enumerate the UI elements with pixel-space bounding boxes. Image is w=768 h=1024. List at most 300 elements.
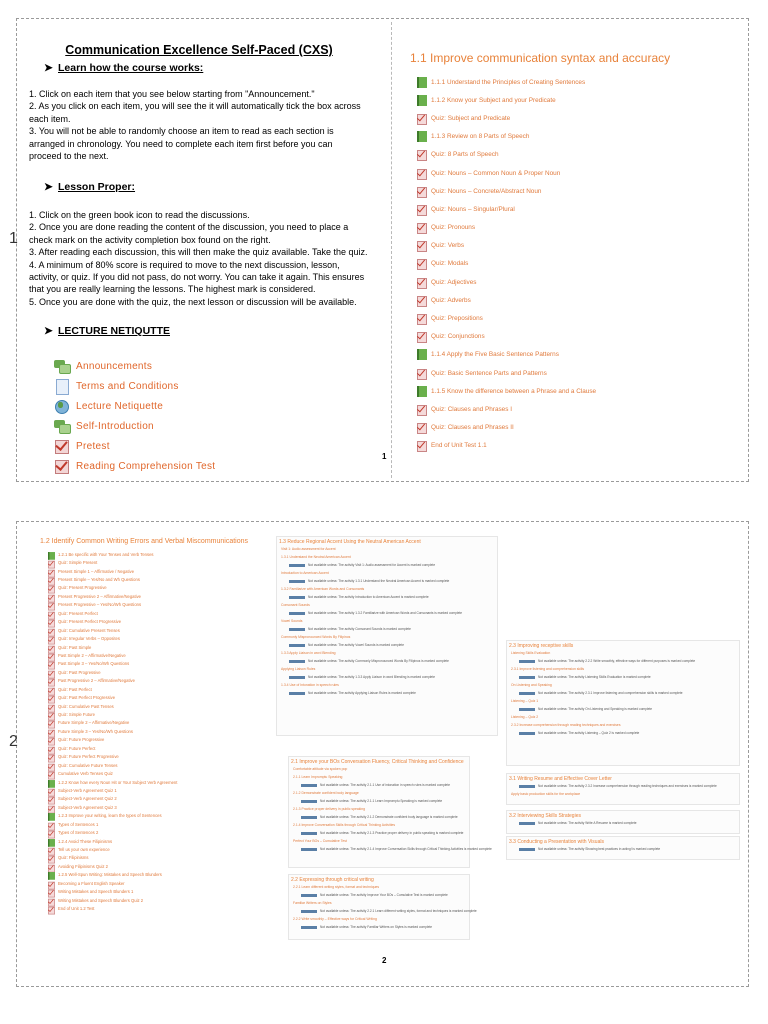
topic-item[interactable]: [48, 710, 177, 718]
topic-label: Quiz: Nouns – Singular/Plural: [431, 205, 515, 213]
quiz-icon: [48, 628, 52, 633]
quiz-icon: [417, 222, 426, 233]
topic-label: 1.2.3 Improve your writing, learn the types of Sentences: [58, 813, 162, 819]
topic-item[interactable]: [417, 182, 596, 200]
quiz-icon: [48, 670, 52, 675]
quiz-icon: [48, 653, 52, 658]
forum-icon: [48, 881, 52, 886]
panel-row: [281, 649, 497, 657]
page-icon: [54, 379, 70, 393]
topic-item[interactable]: [48, 786, 177, 794]
topic-label: End of Unit Test 1.1: [431, 442, 487, 450]
quiz-icon: [48, 678, 52, 683]
topic-label: Quiz: Clauses and Phrases II: [431, 424, 514, 432]
quiz-icon: [48, 729, 52, 734]
topic-item[interactable]: [417, 437, 596, 455]
topic-item[interactable]: [48, 896, 177, 904]
topic-item[interactable]: [417, 200, 596, 218]
panel-title: 2.2 Expressing through critical writing: [291, 877, 374, 883]
panel-row: [281, 657, 497, 665]
quiz-icon: [48, 796, 52, 801]
topic-item[interactable]: [417, 382, 596, 400]
quiz-icon: [54, 459, 70, 473]
instruction-line: 1. Click on the green book icon to read the discussions.: [29, 210, 250, 220]
restriction-badge: [301, 816, 317, 819]
topic-item[interactable]: [48, 643, 177, 651]
topic-label: 1.1.4 Apply the Five Basic Sentence Patterns: [431, 351, 559, 359]
panel-row: [281, 569, 497, 577]
book-icon: [48, 839, 52, 844]
nav-item[interactable]: [54, 376, 215, 396]
panel-title: 2.3 Improving receptive skills: [509, 643, 574, 649]
unit-topic-list: [417, 73, 596, 455]
topic-item[interactable]: [48, 753, 177, 761]
nav-item-label: Announcements: [76, 360, 153, 372]
activity-link[interactable]: Listening – Quiz 2: [511, 715, 539, 719]
activity-link[interactable]: Comfortable attitude via spoken pop: [293, 767, 348, 771]
topic-label: Quiz: Past Progressive: [58, 669, 101, 675]
instruction-line: proceed to the next.: [29, 151, 109, 162]
restriction-text: Not available unless: The activity Familiar Writers on Styles is marked complete: [320, 925, 433, 929]
topic-item[interactable]: [48, 609, 177, 617]
topic-label: Becoming a Fluent English Speaker: [58, 880, 125, 886]
restriction-badge: [519, 732, 535, 735]
topic-item[interactable]: [48, 837, 177, 845]
restriction-badge: [289, 660, 305, 663]
topic-item[interactable]: [48, 727, 177, 735]
topic-item[interactable]: [48, 854, 177, 862]
topic-item[interactable]: [48, 845, 177, 853]
restriction-text: Not available unless: The activity 1.3.2 Familiarize with American Words and Consonants is marked complete: [308, 611, 463, 615]
nav-item-label: Lecture Netiquette: [76, 400, 164, 412]
quiz-icon: [48, 661, 52, 666]
topic-label: 1.1.1 Understand the Principles of Creating Sentences: [431, 78, 586, 86]
topic-item[interactable]: [48, 795, 177, 803]
topic-item[interactable]: [417, 73, 596, 91]
topic-item[interactable]: [48, 558, 177, 566]
topic-label: Quiz: Past Perfect Progressive: [58, 695, 116, 701]
topic-item[interactable]: [417, 109, 596, 127]
topic-item[interactable]: [48, 736, 177, 744]
topic-item[interactable]: [48, 702, 177, 710]
panel-row: [293, 837, 469, 845]
topic-label: Quiz: Simple Present: [58, 560, 98, 566]
restriction-text: Not available unless: The activity Consonant Sounds is marked complete: [308, 627, 411, 631]
panel-row: [281, 545, 497, 553]
panel-row: [281, 633, 497, 641]
quiz-icon: [48, 771, 52, 776]
topic-label: 1.2.4 Avoid These Filipinisms: [58, 838, 113, 844]
topic-item[interactable]: [48, 761, 177, 769]
panel-row: [293, 845, 492, 853]
activity-link[interactable]: 1.3.1 Understand the Neutral American Accent: [281, 555, 351, 559]
unit-3-2-panel: [506, 810, 740, 834]
restriction-text: Not available unless: The activity Listening Skills Evaluation is marked complete: [538, 675, 651, 679]
activity-link[interactable]: Vowel Sounds: [281, 619, 303, 623]
quiz-icon: [48, 594, 52, 599]
unit-2-3-panel: [506, 640, 740, 766]
panel-row: [511, 657, 739, 665]
activity-link[interactable]: 1.3.4 Use of Intonation in speech rules: [281, 683, 339, 687]
restriction-badge: [519, 708, 535, 711]
panel-row: [511, 705, 739, 713]
topic-label: Quiz: Present Perfect Progressive: [58, 619, 122, 625]
restriction-text: Not available unless: The activity 2.1.1 Use of intonation in speech rules is marked complete: [320, 783, 450, 787]
panel-row: [293, 789, 469, 797]
activity-link[interactable]: 2.3.2 Increase comprehension through reading techniques and exercises: [511, 723, 621, 727]
panel-row: [293, 829, 469, 837]
topic-label: 1.1.3 Review on 8 Parts of Speech: [431, 133, 530, 141]
restriction-text: Not available unless: The activity 2.1.1 Learn Impromptu Speaking is marked complete: [320, 799, 443, 803]
quiz-icon: [48, 898, 52, 903]
quiz-icon: [417, 440, 426, 451]
topic-label: Quiz: Nouns – Concrete/Abstract Noun: [431, 187, 542, 195]
topic-label: Writing Mistakes and Speech Blunders 1: [58, 889, 134, 895]
topic-label: Types of Sentences 2: [58, 830, 99, 836]
panel-row: [281, 673, 497, 681]
activity-link[interactable]: Consonant Sounds: [281, 603, 310, 607]
panel-row: [293, 915, 469, 923]
instruction-line: 5. Once you are done with the quiz, the next lesson or discussion will be available.: [29, 296, 357, 307]
panel-row: [293, 883, 469, 891]
restriction-badge: [289, 564, 305, 567]
topic-item[interactable]: [417, 419, 596, 437]
restriction-text: Not available unless: The activity Showing best practices in acting! is marked complete: [538, 847, 661, 851]
topic-item[interactable]: [48, 820, 177, 828]
quiz-icon: [48, 611, 52, 616]
topic-label: Quiz: Past Perfect: [58, 686, 92, 692]
restriction-badge: [301, 848, 317, 851]
topic-label: Quiz: Cumulative Past Tenses: [58, 703, 114, 709]
restriction-text: Not available unless: The activity Visit 1: Audio assessment for Accent is marked complete: [308, 563, 436, 567]
panel-row: [281, 617, 497, 625]
activity-link[interactable]: On Listening and Speaking: [511, 683, 552, 687]
topic-item[interactable]: [48, 592, 177, 600]
activity-link[interactable]: 2.3.1 Improve listening and comprehension skills: [511, 667, 585, 671]
topic-item[interactable]: [48, 677, 177, 685]
topic-label: 1.2.2 Know how every Noun Hit or Your Subject Verb Agreement: [58, 779, 178, 785]
topic-label: Quiz: Basic Sentence Parts and Patterns: [431, 369, 547, 377]
topic-label: End of Unit 1.2 Test: [58, 906, 95, 912]
topic-label: Past Simple 3 – Yes/No/Wh Questions: [58, 661, 130, 667]
nav-item[interactable]: [54, 396, 215, 416]
topic-item[interactable]: [48, 685, 177, 693]
activity-link[interactable]: 2.1.4 Improve Conversation Skills through Critical Thinking Activities: [293, 823, 396, 827]
quiz-icon: [48, 754, 52, 759]
topic-item[interactable]: [417, 164, 596, 182]
restriction-text: Not available unless: The activity On Listening and Speaking is marked complete: [538, 707, 653, 711]
panel-row: [293, 923, 469, 931]
topic-item[interactable]: [48, 618, 177, 626]
quiz-icon: [48, 636, 52, 641]
topic-item[interactable]: [48, 828, 177, 836]
book-icon: [417, 349, 426, 360]
restriction-badge: [301, 894, 317, 897]
panel-row: [281, 609, 497, 617]
nav-item[interactable]: [54, 456, 215, 476]
instruction-line: each item.: [29, 113, 71, 124]
restriction-text: Not available unless: The activity 2.3.2 Increase comprehension through reading techniques and exercises is marked complete: [538, 784, 717, 788]
quiz-icon: [417, 422, 426, 433]
nav-item-label: Self-Introduction: [76, 420, 154, 432]
topic-item[interactable]: [417, 146, 596, 164]
topic-item[interactable]: [48, 904, 177, 912]
quiz-icon: [48, 712, 52, 717]
topic-label: Subject-Verb Agreement Quiz 1: [58, 787, 117, 793]
topic-item[interactable]: [48, 871, 177, 879]
instruction-line: 4. A minimum of 80% score is required to move to the next discussion, lesson,: [29, 259, 340, 270]
topic-item[interactable]: [48, 626, 177, 634]
topic-label: Past Progressive 2 – Affirmative/Negative: [58, 678, 135, 684]
activity-link[interactable]: Commonly Mispronounced Words By Filipinos: [281, 635, 351, 639]
panel-row: [293, 773, 469, 781]
instruction-line: arranged in chronology. You need to complete each item first before you can: [29, 138, 333, 149]
topic-item[interactable]: [417, 237, 596, 255]
topic-label: Subject-Verb Agreement Quiz 2: [58, 796, 117, 802]
panel-row: [281, 681, 497, 689]
topic-label: Quiz: Subject and Predicate: [431, 114, 511, 122]
activity-link[interactable]: 2.1.3 Practice proper delivery in public speaking: [293, 807, 365, 811]
arrow-bullet-icon: ➤: [44, 181, 53, 193]
topic-label: Subject-Verb Agreement Quiz 3: [58, 804, 117, 810]
unit-1-2-title: 1.2 Identify Common Writing Errors and Verbal Miscommunications: [40, 538, 249, 545]
topic-item[interactable]: [48, 744, 177, 752]
topic-item[interactable]: [417, 346, 596, 364]
topic-label: Future Simple 2 – Affirmative/Negative: [58, 720, 130, 726]
topic-item[interactable]: [48, 803, 177, 811]
quiz-icon: [48, 822, 52, 827]
topic-label: 1.1.5 Know the difference between a Phrase and a Clause: [431, 387, 597, 395]
topic-item[interactable]: [417, 291, 596, 309]
topic-label: Quiz: Future Progressive: [58, 737, 105, 743]
restriction-text: Not available unless: The activity 2.1.4 Improve Conversation Skills through Critical Thinking Activities is marked complete: [320, 847, 492, 851]
section-heading-course: ➤ Learn how the course works:: [44, 62, 204, 74]
restriction-text: Not available unless: The activity 1.3.3 Apply Liaison in word Blending is marked complete: [308, 675, 435, 679]
page-number: 2: [382, 956, 387, 965]
quiz-icon: [48, 704, 52, 709]
topic-label: Quiz: Verbs: [431, 242, 465, 250]
topic-item[interactable]: [48, 693, 177, 701]
restriction-text: Not available unless: The activity Improve Your BOs – Cumulative Test is marked complete: [320, 893, 448, 897]
topic-item[interactable]: [48, 888, 177, 896]
activity-link[interactable]: 1.3.3 Apply Liaison in word Blending: [281, 651, 336, 655]
panel-row: [511, 845, 739, 853]
topic-label: Present Simple – Yes/No and Wh Questions: [58, 577, 140, 583]
quiz-icon: [48, 788, 52, 793]
quiz-icon: [48, 695, 52, 700]
panel-row: [511, 782, 739, 790]
forum-icon: [48, 847, 52, 852]
arrow-bullet-icon: ➤: [44, 62, 53, 74]
activity-link[interactable]: Listening Skills Evaluation: [511, 651, 551, 655]
quiz-icon: [48, 864, 52, 869]
page-1-side-number: 1: [9, 230, 18, 247]
topic-item[interactable]: [48, 769, 177, 777]
instruction-line: 2. Once you are done reading the content of the discussion, you need to place a: [29, 222, 349, 233]
quiz-icon: [417, 186, 426, 197]
forum-icon: [54, 419, 70, 433]
topic-label: Quiz: Cumulative Present Tenses: [58, 627, 120, 633]
topic-label: Quiz: Conjunctions: [431, 333, 485, 341]
book-icon: [417, 77, 426, 88]
topic-item[interactable]: [417, 128, 596, 146]
document-title: Communication Excellence Self-Paced (CXS): [65, 43, 333, 57]
topic-item[interactable]: [417, 219, 596, 237]
activity-link[interactable]: Visit 1: Audio assessment for Accent: [281, 547, 336, 551]
nav-item[interactable]: [54, 436, 215, 456]
panel-row: [293, 797, 469, 805]
topic-item[interactable]: [48, 651, 177, 659]
book-icon: [48, 872, 52, 877]
panel-row: [511, 689, 739, 697]
topic-item[interactable]: [48, 634, 177, 642]
topic-label: Quiz: Irregular Verbs – Opposites: [58, 636, 120, 642]
topic-item[interactable]: [417, 309, 596, 327]
panel-title: 2.1 Improve your BOs Conversation Fluency, Critical Thinking and Confidence: [291, 759, 464, 765]
activity-link[interactable]: 1.3.2 Familiarize with American Words and Consonants: [281, 587, 365, 591]
topic-item[interactable]: [417, 400, 596, 418]
topic-item[interactable]: [48, 668, 177, 676]
section-heading-netiquette: ➤ LECTURE NETIQUTTE: [44, 325, 170, 337]
restriction-badge: [519, 660, 535, 663]
page-1-divider: [391, 22, 392, 478]
restriction-text: Not available unless: The activity Applying Liaison Rules is marked complete: [308, 691, 416, 695]
restriction-badge: [301, 910, 317, 913]
restriction-text: Not available unless: The activity Listening – Quiz 2 is marked complete: [538, 731, 640, 735]
quiz-icon: [417, 149, 426, 160]
topic-item[interactable]: [48, 719, 177, 727]
panel-title: 3.3 Conducting a Presentation with Visuals: [509, 839, 604, 845]
topic-item[interactable]: [417, 91, 596, 109]
topic-label: Quiz: Filipinisms: [58, 855, 89, 861]
restriction-text: Not available unless: The activity 1.3.1 Understand the Neutral American Accent is marked complete: [308, 579, 450, 583]
topic-item[interactable]: [48, 567, 177, 575]
book-icon: [417, 95, 426, 106]
activity-link[interactable]: Familiar Writers on Styles: [293, 901, 332, 905]
activity-link[interactable]: 2.1.1 Learn Impromptu Speaking: [293, 775, 343, 779]
topic-label: Tell us your own experience: [58, 847, 110, 853]
quiz-icon: [417, 258, 426, 269]
topic-label: Quiz: Clauses and Phrases I: [431, 405, 512, 413]
topic-label: Quiz: Modals: [431, 260, 469, 268]
instruction-line: 1. Click on each item that you see below starting from "Announcement.": [29, 89, 315, 99]
topic-item[interactable]: [48, 879, 177, 887]
quiz-icon: [48, 906, 52, 911]
book-icon: [48, 780, 52, 785]
unit-title: 1.1 Improve communication syntax and accuracy: [410, 51, 671, 65]
quiz-icon: [48, 577, 52, 582]
nav-item[interactable]: [54, 356, 215, 376]
activity-link[interactable]: Perfect Your BOs – Cumulative Test: [293, 839, 347, 843]
quiz-icon: [48, 645, 52, 650]
section-heading-lesson: ➤ Lesson Proper:: [44, 181, 136, 193]
topic-item[interactable]: [48, 862, 177, 870]
activity-link[interactable]: Introduction to American Accent: [281, 571, 329, 575]
page-2-side-number: 2: [9, 733, 18, 750]
panel-row: [293, 899, 469, 907]
activity-link[interactable]: 2.1.2 Demonstrate confident body language: [293, 791, 359, 795]
topic-item[interactable]: [417, 273, 596, 291]
panel-row: [511, 665, 739, 673]
unit-2-1-panel: [288, 756, 492, 868]
topic-item[interactable]: [417, 255, 596, 273]
quiz-icon: [48, 586, 52, 591]
quiz-icon: [417, 240, 426, 251]
unit-1-2-list: [48, 550, 177, 913]
restriction-text: Not available unless: The activity 2.1.3 Practice proper delivery in public speaking is marked complete: [320, 831, 464, 835]
course-nav-list: [54, 356, 215, 476]
topic-item[interactable]: [417, 364, 596, 382]
quiz-icon: [48, 830, 52, 835]
topic-item[interactable]: [48, 812, 177, 820]
restriction-badge: [519, 692, 535, 695]
nav-item[interactable]: [54, 416, 215, 436]
quiz-icon: [48, 602, 52, 607]
topic-label: Future Simple 3 – Yes/No/Wh Questions: [58, 728, 133, 734]
topic-label: Quiz: Future Perfect: [58, 745, 96, 751]
restriction-text: Not available unless: The activity 2.2.2 Write smoothly, effective ways for different purposes is marked complete: [538, 659, 696, 663]
topic-item[interactable]: [48, 584, 177, 592]
panel-row: [293, 805, 469, 813]
restriction-text: Not available unless: The activity Vowel Sounds is marked complete: [308, 643, 404, 647]
topic-item[interactable]: [48, 601, 177, 609]
topic-label: Quiz: Present Perfect: [58, 610, 98, 616]
topic-item[interactable]: [48, 575, 177, 583]
topic-item[interactable]: [48, 778, 177, 786]
activity-link[interactable]: Apply basic production skills for the workplace: [511, 792, 581, 796]
panel-row: [293, 781, 469, 789]
panel-row: [281, 561, 497, 569]
panel-row: [293, 813, 469, 821]
panel-row: [511, 697, 739, 705]
panel-row: [281, 689, 497, 697]
nav-item-label: Pretest: [76, 440, 110, 452]
topic-label: Quiz: Present Progressive: [58, 585, 107, 591]
activity-link[interactable]: Listening – Quiz 1: [511, 699, 539, 703]
panel-row: [511, 681, 739, 689]
instruction-line: 2. As you click on each item, you will see the it will automatically tick the box across: [29, 101, 361, 112]
topic-label: 1.2.1 Be specific with Your Tenses and Verb Tenses: [58, 551, 154, 557]
topic-label: Quiz: Cumulative Future Tenses: [58, 762, 118, 768]
topic-item[interactable]: [48, 550, 177, 558]
quiz-icon: [417, 368, 426, 379]
panel-row: [293, 891, 469, 899]
restriction-badge: [301, 784, 317, 787]
topic-label: 1.2.5 Well-Spun Writing: Mistakes and Speech Blunders: [58, 872, 162, 878]
topic-label: Past Simple 2 – Affirmative/Negative: [58, 652, 126, 658]
quiz-icon: [417, 331, 426, 342]
activity-link[interactable]: 2.2.1 Learn different writing styles, format and techniques: [293, 885, 380, 889]
quiz-icon: [417, 404, 426, 415]
topic-label: Quiz: Past Simple: [58, 644, 92, 650]
quiz-icon: [48, 746, 52, 751]
topic-item[interactable]: [48, 660, 177, 668]
restriction-badge: [289, 676, 305, 679]
quiz-icon: [48, 805, 52, 810]
topic-label: Present Progressive – Yes/No/Wh Questions: [58, 602, 142, 608]
restriction-badge: [519, 848, 535, 851]
topic-item[interactable]: [417, 328, 596, 346]
restriction-badge: [301, 832, 317, 835]
activity-link[interactable]: 2.2.2 Write smoothly – Effective ways for Critical Writing: [293, 917, 377, 921]
topic-label: Quiz: Nouns – Common Noun & Proper Noun: [431, 169, 561, 177]
book-icon: [48, 813, 52, 818]
panel-row: [281, 553, 497, 561]
restriction-badge: [519, 785, 535, 788]
restriction-text: Not available unless: The activity Commonly Mispronounced Words By Filipinos is marked complete: [308, 659, 449, 663]
restriction-badge: [519, 676, 535, 679]
activity-link[interactable]: Applying Liaison Rules: [281, 667, 316, 671]
